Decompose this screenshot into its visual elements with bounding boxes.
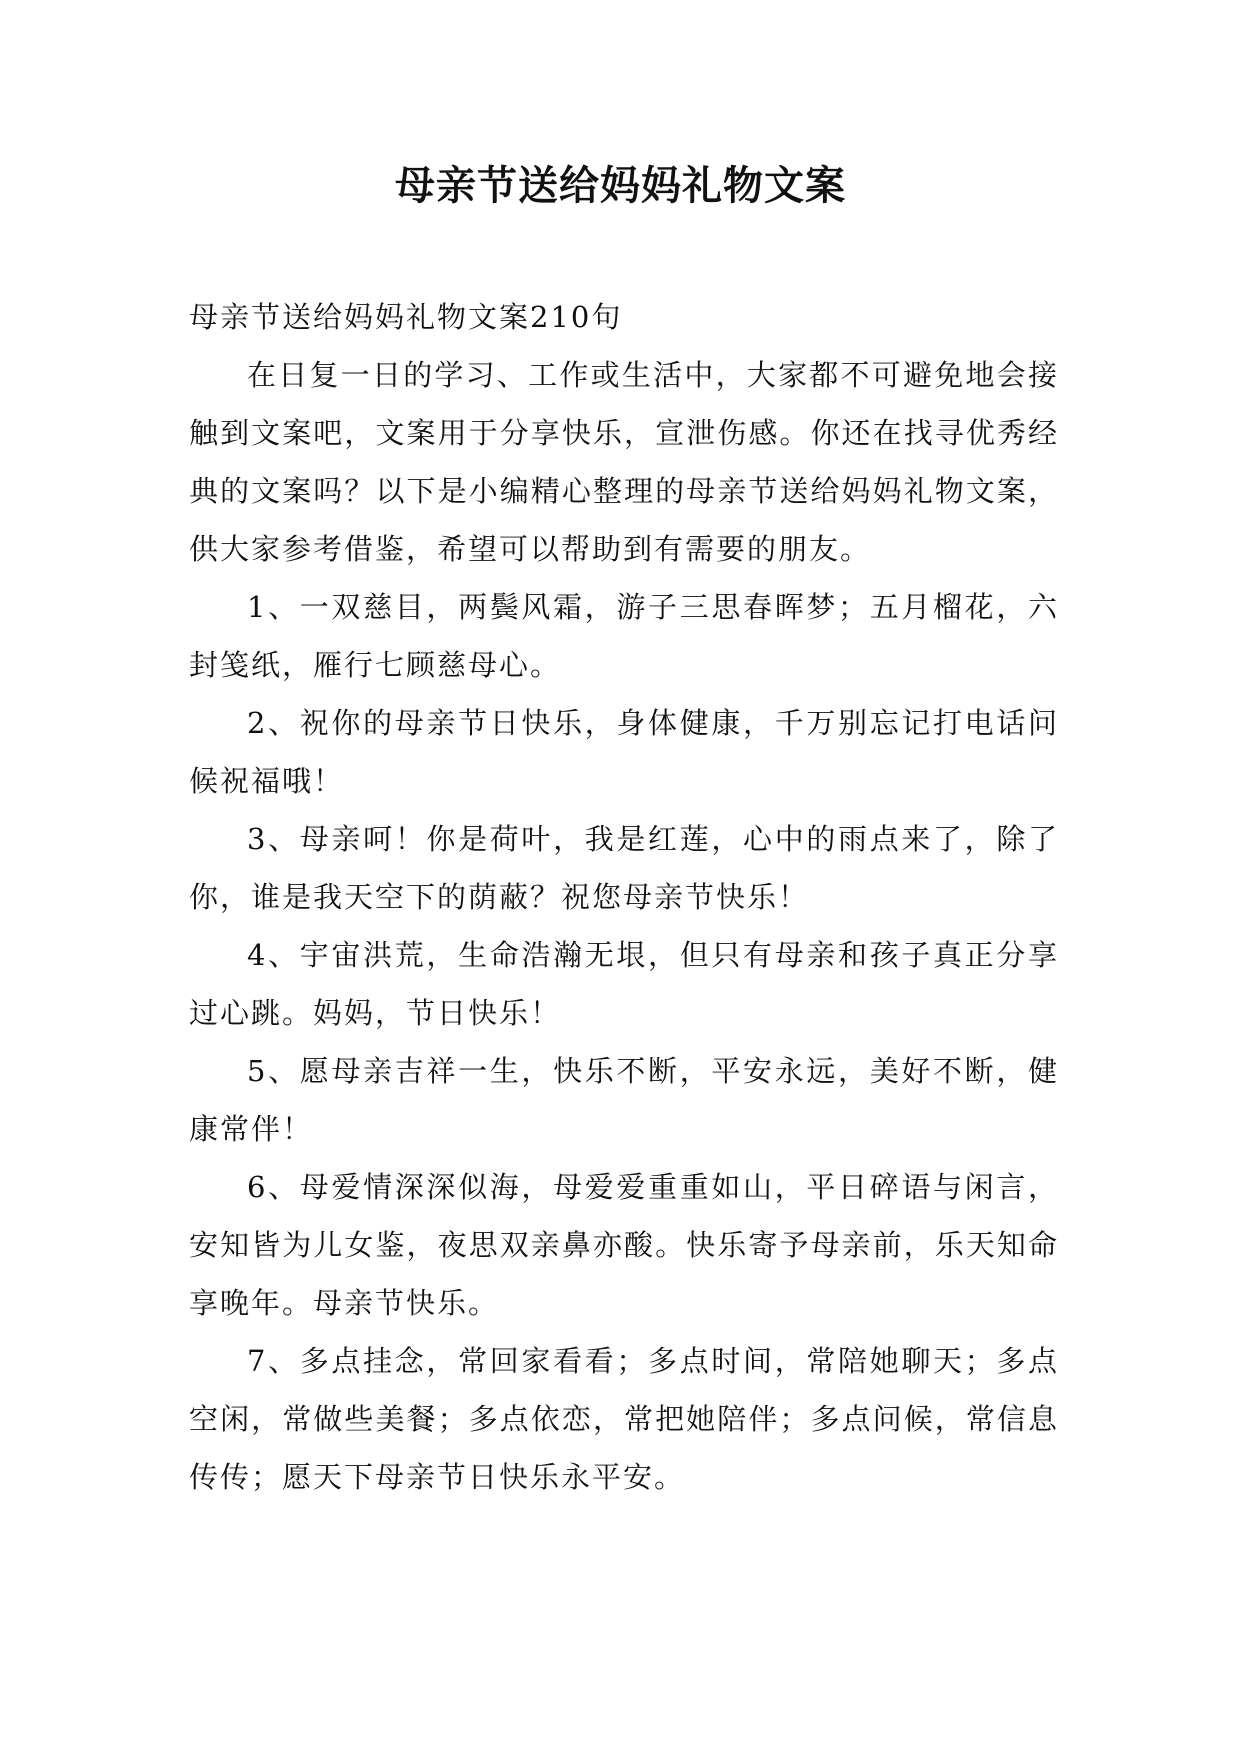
document-subtitle: 母亲节送给妈妈礼物文案210句: [189, 300, 623, 334]
list-item: 4、宇宙洪荒，生命浩瀚无垠，但只有母亲和孩子真正分享过心跳。妈妈，节日快乐！: [189, 938, 1059, 1030]
document-title: 母亲节送给妈妈礼物文案: [395, 162, 846, 209]
list-item: 2、祝你的母亲节日快乐，身体健康，千万别忘记打电话问候祝福哦！: [189, 706, 1059, 798]
list-item: 3、母亲呵！你是荷叶，我是红莲，心中的雨点来了，除了你，谁是我天空下的荫蔽？祝您母亲节快乐！: [189, 822, 1059, 914]
list-item: 5、愿母亲吉祥一生，快乐不断，平安永远，美好不断，健康常伴！: [189, 1054, 1059, 1146]
intro-paragraph: 在日复一日的学习、工作或生活中，大家都不可避免地会接触到文案吧，文案用于分享快乐，宣泄伤感。你还在找寻优秀经典的文案吗？以下是小编精心整理的母亲节送给妈妈礼物文案，供大家参考借鉴，希望可以帮助到有需要的朋友。: [189, 358, 1059, 566]
list-item: 7、多点挂念，常回家看看；多点时间，常陪她聊天；多点空闲，常做些美餐；多点依恋，常把她陪伴；多点问候，常信息传传；愿天下母亲节日快乐永平安。: [189, 1344, 1059, 1494]
document-body: [189, 288, 1059, 1506]
list-item: 1、一双慈目，两鬓风霜，游子三思春晖梦；五月榴花，六封笺纸，雁行七顾慈母心。: [189, 590, 1059, 682]
list-item: 6、母爱情深深似海，母爱爱重重如山，平日碎语与闲言，安知皆为儿女鉴，夜思双亲鼻亦酸。快乐寄予母亲前，乐天知命享晚年。母亲节快乐。: [189, 1170, 1059, 1320]
